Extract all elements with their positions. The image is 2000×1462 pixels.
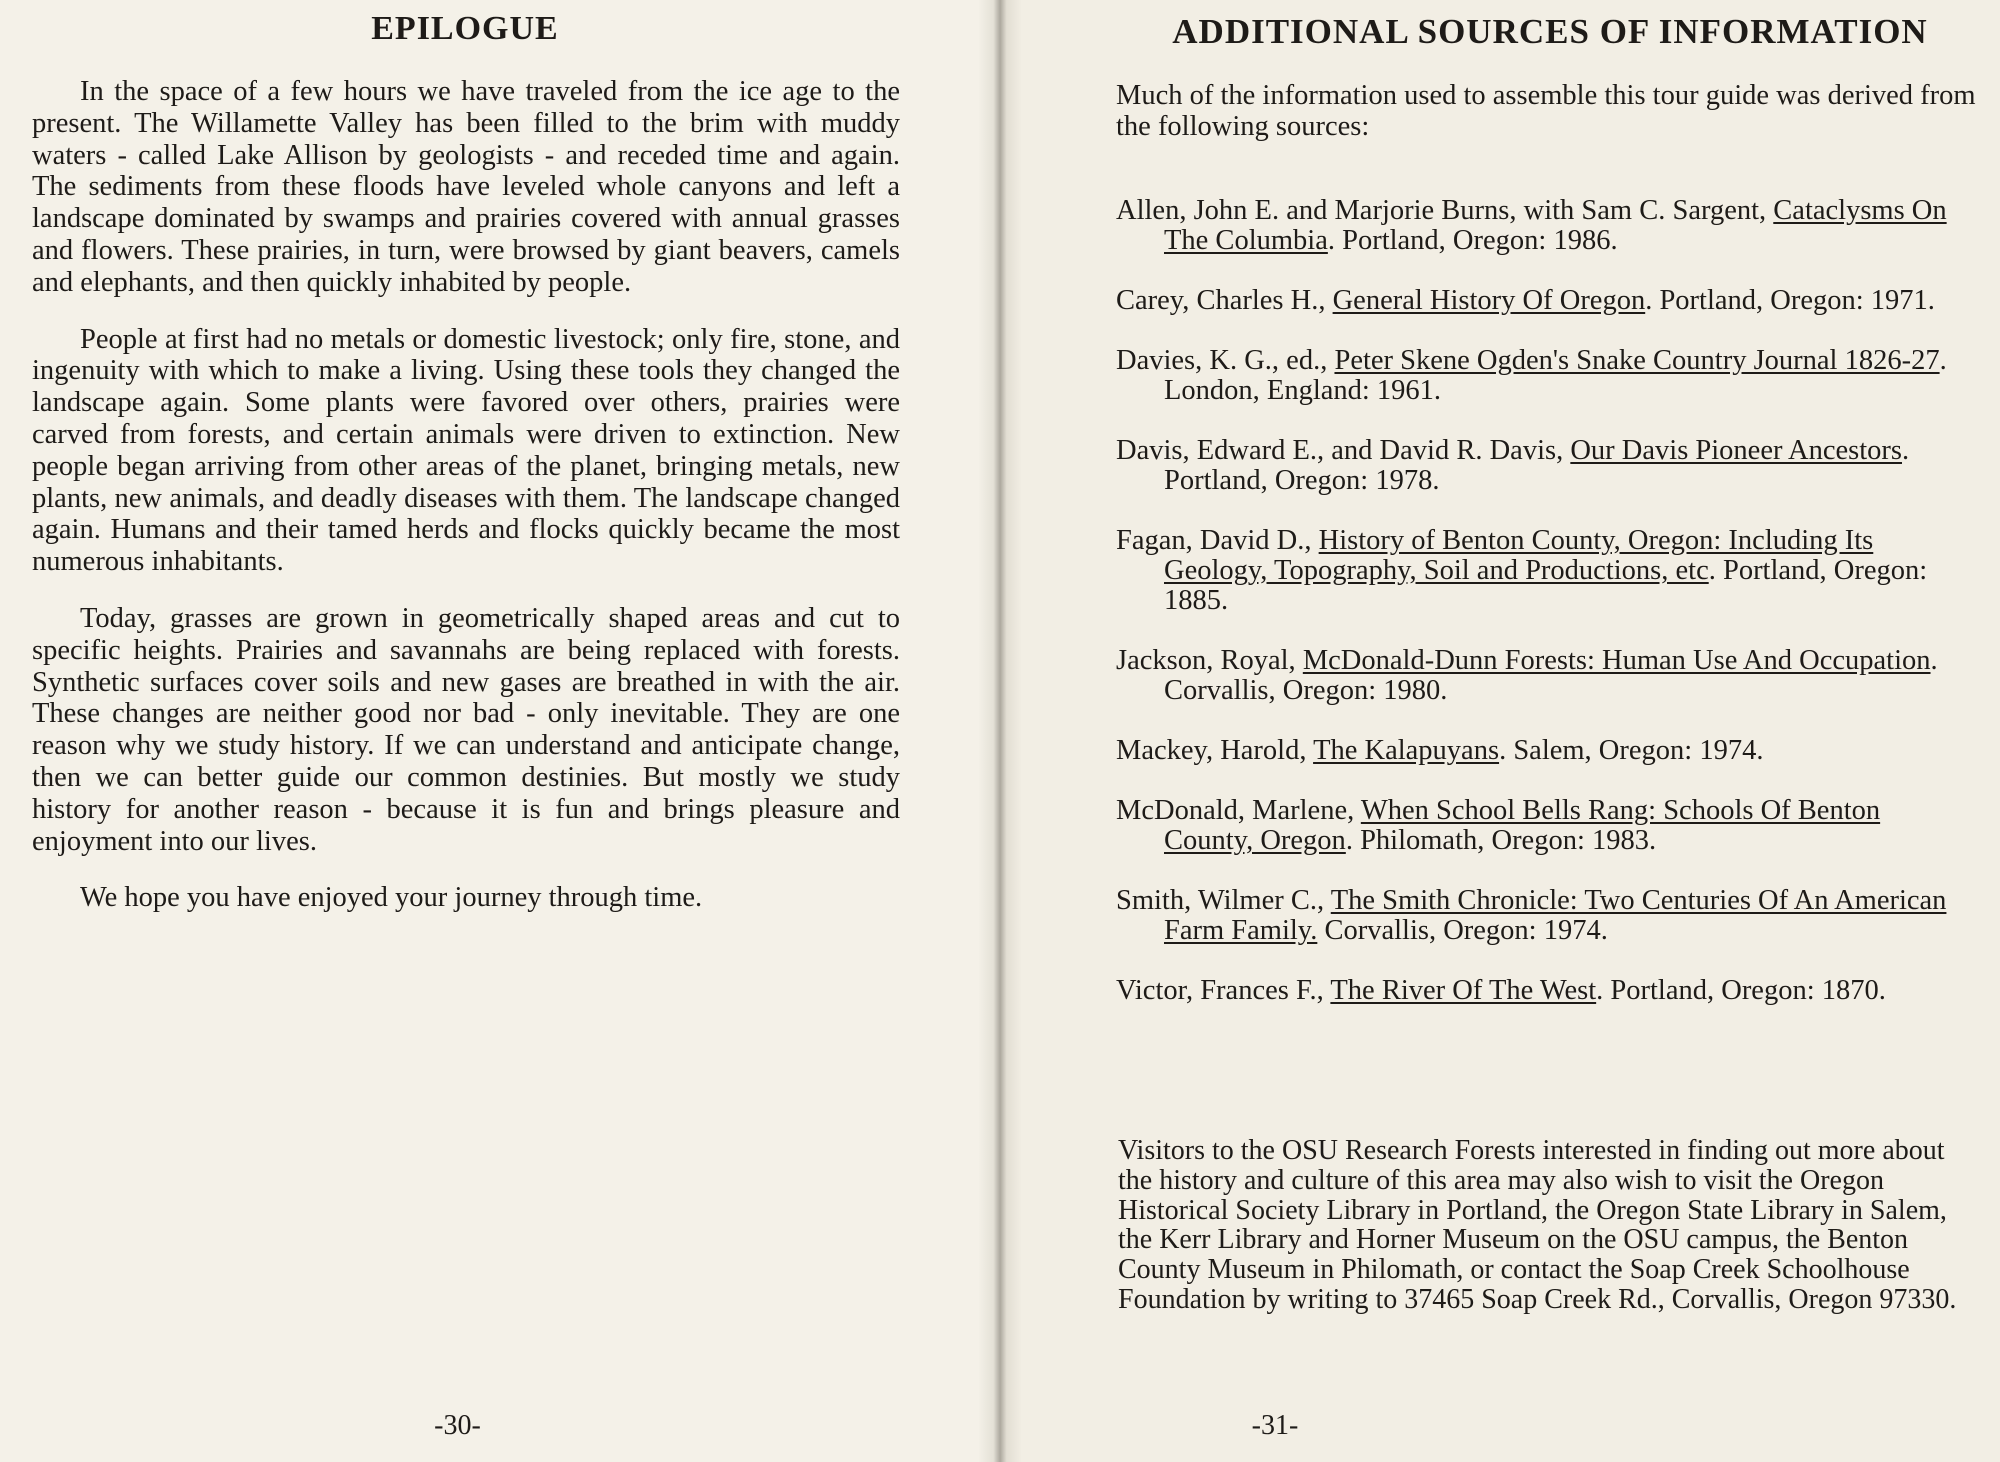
sources-intro: Much of the information used to assemble this tour guide was derived from the following sources:: [1116, 80, 1976, 142]
reference-item: [1116, 436, 1976, 496]
reference-publication: . Portland, Oregon: 1971.: [1645, 285, 1935, 316]
book-gutter: [978, 0, 1022, 1462]
reference-title: Our Davis Pioneer Ancestors: [1570, 435, 1902, 466]
reference-author: Davies, K. G., ed.,: [1116, 345, 1335, 376]
reference-publication: . Philomath, Oregon: 1983.: [1345, 825, 1657, 856]
reference-publication: . Portland, Oregon: 1978.: [1164, 435, 1910, 496]
reference-title: McDonald-Dunn Forests: Human Use And Occupation: [1302, 645, 1931, 676]
reference-title: When School Bells Rang: Schools Of Benton County, Oregon: [1164, 795, 1881, 856]
reference-author: Victor, Frances F.,: [1116, 975, 1331, 1006]
page-number-left: -30-: [434, 1410, 481, 1441]
reference-item: [1116, 976, 1976, 1006]
reference-title: Cataclysms On The Columbia: [1164, 195, 1947, 256]
reference-item: [1116, 796, 1976, 856]
reference-title: History of Benton County, Oregon: Including Its Geology, Topography, Soil and Productions, etc: [1164, 525, 1874, 586]
reference-list: [1116, 196, 1976, 1036]
visitors-note: Visitors to the OSU Research Forests interested in finding out more about the history and culture of this area may also wish to visit the Oregon Historical Society Library in Portland, the Oregon State Library in Salem, the Kerr Library and Horner Museum on the OSU campus, the Benton County Museum in Philomath, or contact the Soap Creek Schoolhouse Foundation by writing to 37465 Soap Creek Rd., Corvallis, Oregon 97330.: [1118, 1135, 1957, 1315]
reference-author: Smith, Wilmer C.,: [1116, 885, 1331, 916]
reference-author: Mackey, Harold,: [1116, 735, 1314, 766]
reference-item: [1116, 196, 1976, 256]
reference-publication: . Corvallis, Oregon: 1980.: [1164, 645, 1938, 706]
reference-author: Jackson, Royal,: [1116, 645, 1303, 676]
reference-item: [1116, 886, 1976, 946]
reference-author: Davis, Edward E., and David R. Davis,: [1116, 435, 1571, 466]
epilogue-paragraph-1: In the space of a few hours we have traveled from the ice age to the present. The Willamette Valley has been filled to the brim with muddy waters - called Lake Allison by geologists - and receded time and again. The sediments from these floods have leveled whole canyons and left a landscape dominated by swamps and prairies covered with annual grasses and flowers. These prairies, in turn, were browsed by giant beavers, camels and elephants, and then quickly inhabited by people.: [32, 76, 900, 298]
reference-title: The Kalapuyans: [1313, 735, 1500, 766]
reference-author: Fagan, David D.,: [1116, 525, 1319, 556]
reference-item: [1116, 286, 1976, 316]
reference-author: Carey, Charles H.,: [1116, 285, 1333, 316]
epilogue-paragraph-2: People at first had no metals or domestic livestock; only fire, stone, and ingenuity with which to make a living. Using these tools they changed the landscape again. Some plants were favored over others, prairies were carved from forests, and certain animals were driven to extinction. New people began arriving from other areas of the planet, bringing metals, new plants, new animals, and deadly diseases with them. The landscape changed again. Humans and their tamed herds and flocks quickly became the most numerous inhabitants.: [32, 323, 900, 578]
reference-author: Allen, John E. and Marjorie Burns, with Sam C. Sargent,: [1116, 195, 1774, 226]
reference-author: McDonald, Marlene,: [1116, 795, 1361, 826]
reference-publication: . Salem, Oregon: 1974.: [1499, 735, 1764, 766]
epilogue-closing: We hope you have enjoyed your journey through time.: [80, 882, 703, 914]
epilogue-heading: EPILOGUE: [371, 10, 559, 47]
reference-publication: Corvallis, Oregon: 1974.: [1317, 915, 1608, 946]
reference-item: [1116, 736, 1976, 766]
reference-item: [1116, 346, 1976, 406]
page-number-right: -31-: [1251, 1410, 1299, 1441]
epilogue-body: [32, 76, 900, 939]
reference-title: Peter Skene Ogden's Snake Country Journal 1826-27: [1334, 345, 1940, 376]
reference-publication: . Portland, Oregon: 1986.: [1327, 225, 1618, 256]
reference-publication: . London, England: 1961.: [1164, 345, 1947, 406]
sources-heading: ADDITIONAL SOURCES OF INFORMATION: [1172, 12, 1928, 51]
reference-item: [1116, 646, 1976, 706]
reference-publication: . Portland, Oregon: 1885.: [1164, 555, 1928, 616]
reference-title: The River Of The West: [1330, 975, 1597, 1006]
reference-publication: . Portland, Oregon: 1870.: [1596, 975, 1886, 1006]
epilogue-paragraph-3: Today, grasses are grown in geometrically shaped areas and cut to specific heights. Prairies and savannahs are being replaced with forests. Synthetic surfaces cover soils and new gases are breathed in with the air. These changes are neither good nor bad - only inevitable. They are one reason why we study history. If we can understand and anticipate change, then we can better guide our common destinies. But mostly we study history for another reason - because it is fun and brings pleasure and enjoyment into our lives.: [32, 602, 900, 857]
reference-title: General History Of Oregon: [1332, 285, 1646, 316]
reference-title: The Smith Chronicle: Two Centuries Of An American Farm Family.: [1164, 885, 1947, 946]
reference-item: [1116, 526, 1976, 616]
